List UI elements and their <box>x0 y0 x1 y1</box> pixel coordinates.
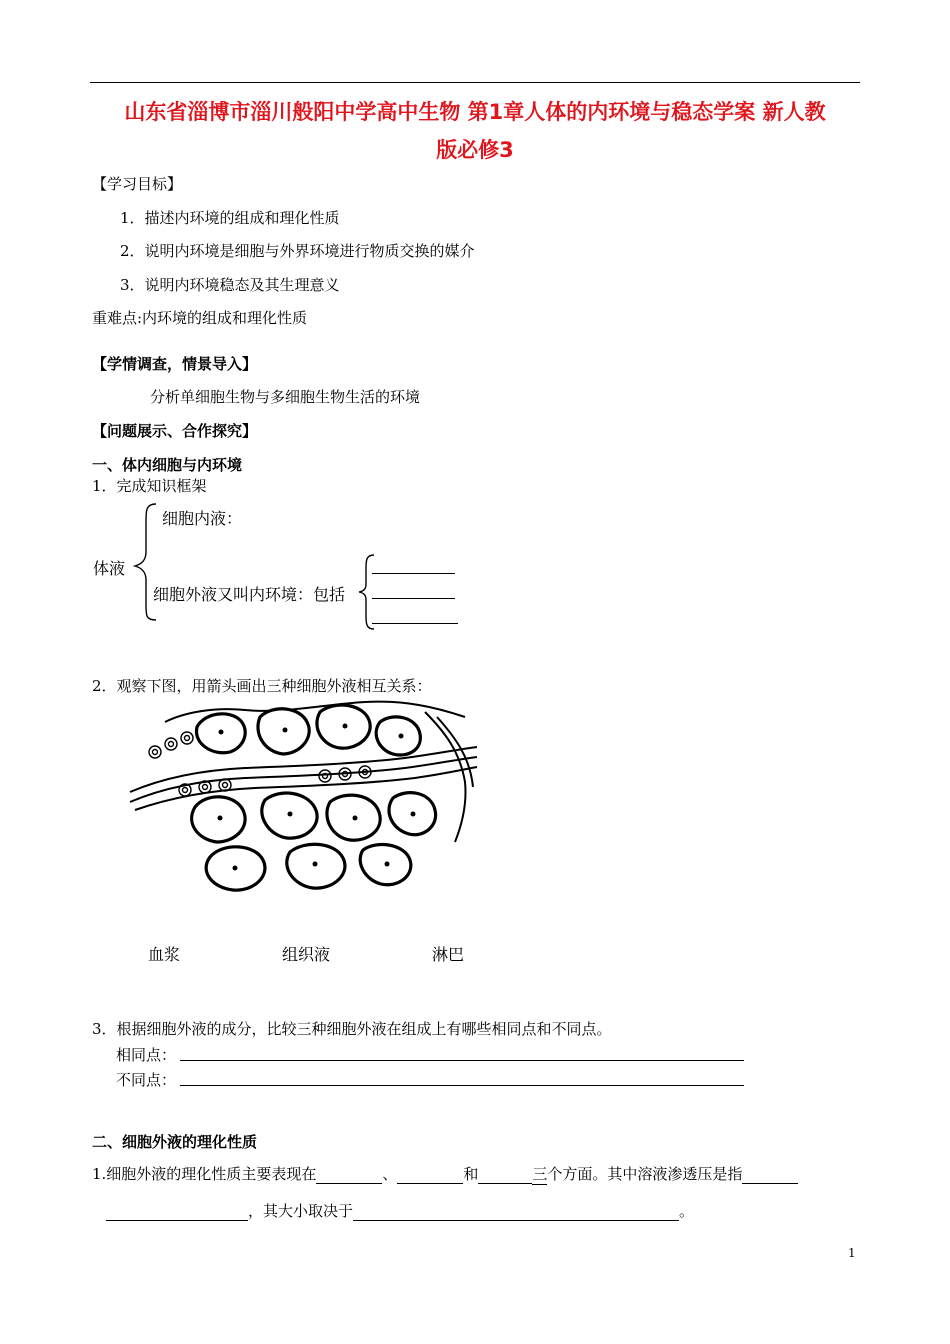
survey-heading: 【学情调查，情景导入】 <box>92 355 258 373</box>
q4-blank-4[interactable] <box>742 1165 798 1184</box>
diff-answer-line[interactable] <box>180 1085 744 1086</box>
q4-sep-2: 和 <box>463 1165 479 1183</box>
framework-brace-left <box>132 500 162 624</box>
q4-blank-6[interactable] <box>353 1202 679 1221</box>
q4-text-2a: 三 <box>532 1165 548 1183</box>
diff-label: 不同点： <box>116 1071 177 1089</box>
framework-blank-1[interactable] <box>372 573 455 574</box>
objective-item-1: 1．描述内环境的组成和理化性质 <box>120 209 340 227</box>
q4-blank-5[interactable] <box>106 1202 248 1221</box>
question-4-line1 <box>92 1163 798 1185</box>
tissue-diagram <box>125 692 480 897</box>
q4-text-3: ，其大小取决于 <box>248 1202 354 1220</box>
q4-end: 。 <box>679 1202 695 1220</box>
framework-blank-3[interactable] <box>372 623 458 624</box>
section1-title: 一、体内细胞与内环境 <box>92 456 243 474</box>
framework-blank-2[interactable] <box>372 598 455 599</box>
label-tissue-fluid: 组织液 <box>282 945 331 964</box>
page-number: 1 <box>848 1246 856 1260</box>
framework-brace-right <box>356 552 378 632</box>
question-1: 1．完成知识框架 <box>92 477 207 495</box>
key-point: 重难点:内环境的组成和理化性质 <box>92 309 308 327</box>
objective-item-3: 3．说明内环境稳态及其生理意义 <box>120 276 340 294</box>
objective-item-2: 2．说明内环境是细胞与外界环境进行物质交换的媒介 <box>120 242 475 260</box>
framework-extracellular: 细胞外液又叫内环境：包括 <box>153 585 346 604</box>
doc-title-line2: 版必修3 <box>436 138 514 162</box>
doc-title-line1: 山东省淄博市淄川般阳中学高中生物 第1章人体的内环境与稳态学案 新人教 <box>124 100 826 124</box>
objectives-heading: 【学习目标】 <box>92 175 183 193</box>
survey-text: 分析单细胞生物与多细胞生物生活的环境 <box>150 388 421 406</box>
same-label: 相同点： <box>116 1046 177 1064</box>
section2-title: 二、细胞外液的理化性质 <box>92 1133 258 1151</box>
q4-text-1: 1.细胞外液的理化性质主要表现在 <box>92 1165 317 1183</box>
label-plasma: 血浆 <box>148 945 181 964</box>
explore-heading: 【问题展示、合作探究】 <box>92 422 258 440</box>
q4-sep-1: 、 <box>382 1165 398 1183</box>
framework-root: 体液 <box>93 559 126 578</box>
q4-blank-3[interactable] <box>478 1165 532 1184</box>
question-4-line2 <box>106 1200 694 1221</box>
q4-blank-1[interactable] <box>316 1165 382 1184</box>
header-rule <box>90 82 860 83</box>
question-2: 2．观察下图，用箭头画出三种细胞外液相互关系： <box>92 677 432 695</box>
framework-intracellular: 细胞内液： <box>162 509 243 528</box>
question-3: 3．根据细胞外液的成分，比较三种细胞外液在组成上有哪些相同点和不同点。 <box>92 1020 612 1038</box>
same-answer-line[interactable] <box>180 1060 744 1061</box>
q4-text-2b: 个方面。其中溶液渗透压是指 <box>547 1165 743 1183</box>
label-lymph: 淋巴 <box>432 945 465 964</box>
q4-blank-2[interactable] <box>397 1165 463 1184</box>
